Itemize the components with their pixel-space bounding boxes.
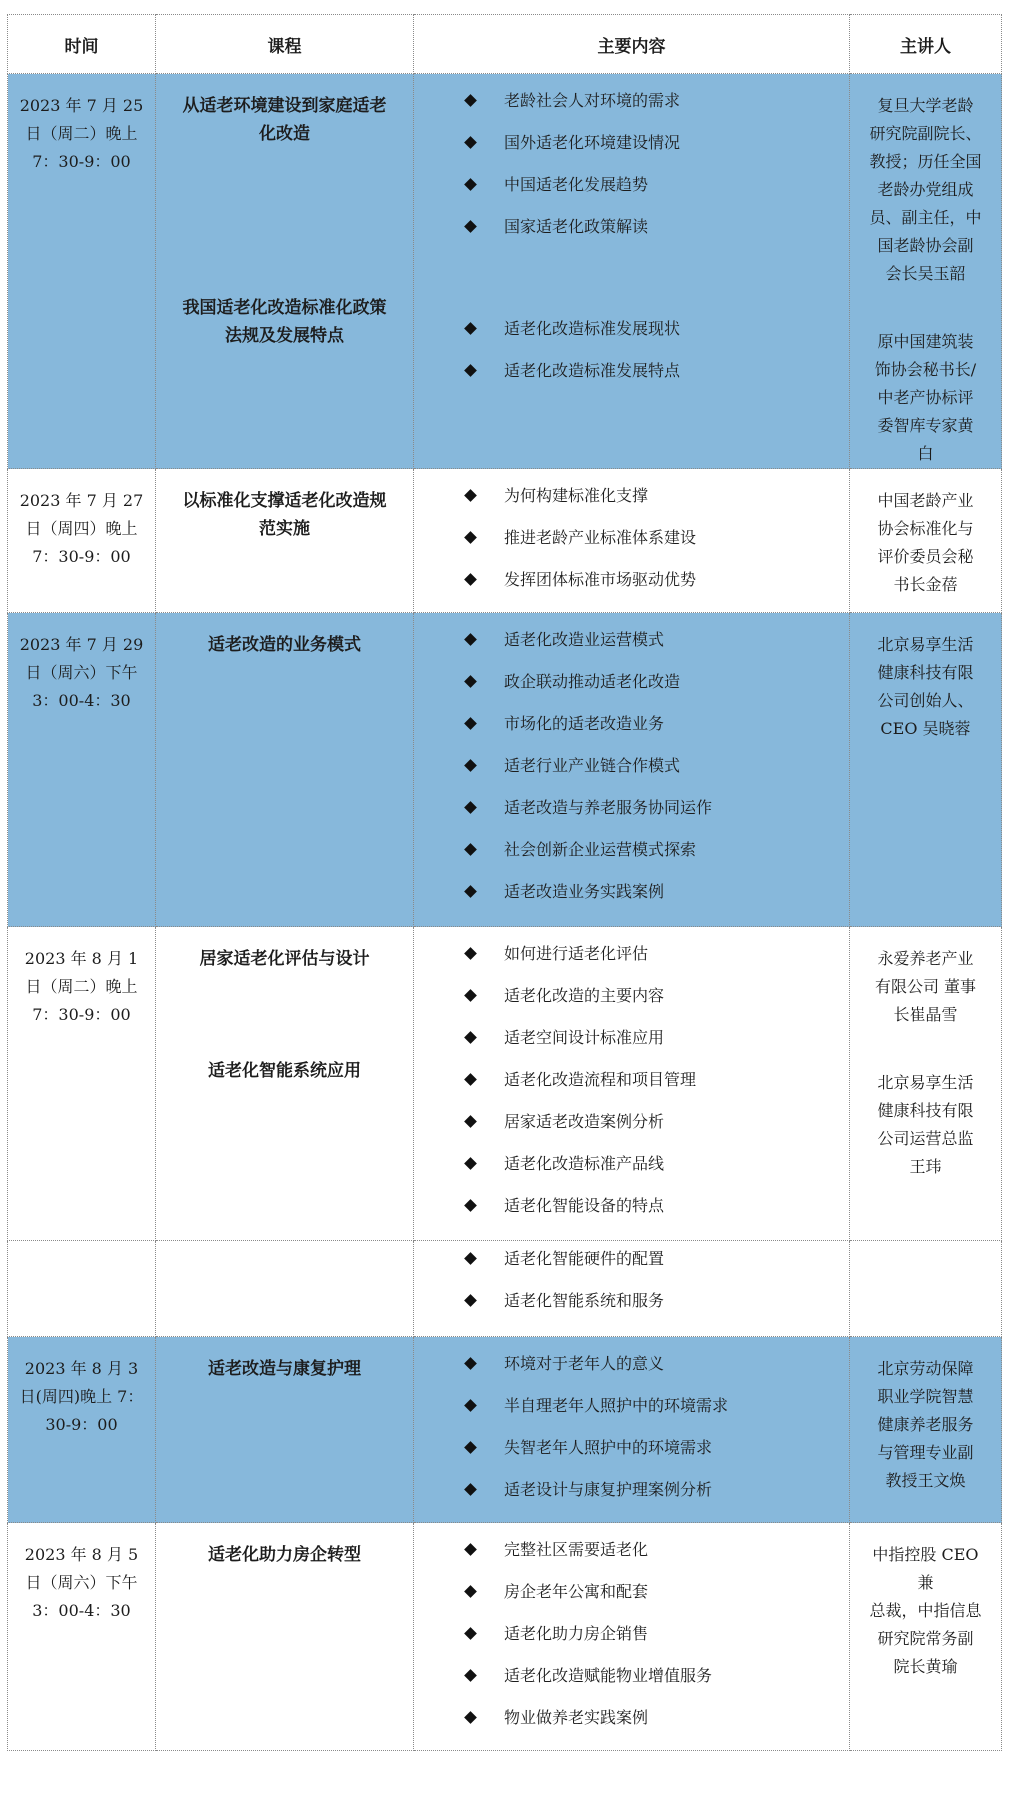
list-item: 发挥团体标准市场驱动优势 xyxy=(466,566,849,608)
time-line: 2023 年 7 月 25 xyxy=(19,96,144,115)
time-line: 日（周二）晚上 xyxy=(25,124,138,143)
content-list xyxy=(414,469,849,608)
content-list xyxy=(414,613,849,920)
diamond-bullet-icon xyxy=(464,1669,477,1682)
course-line: 从适老环境建设到家庭适老 xyxy=(182,96,387,116)
list-item: 失智老年人照护中的环境需求 xyxy=(466,1434,849,1476)
speaker-name: 永爱养老产业 有限公司 董事 长崔晶雪 xyxy=(874,949,977,1024)
list-item: 适老化智能系统和服务 xyxy=(466,1287,849,1329)
list-item: 适老化智能硬件的配置 xyxy=(466,1245,849,1287)
diamond-bullet-icon xyxy=(464,989,477,1002)
list-item: 为何构建标准化支撑 xyxy=(466,482,849,524)
speaker-cell: 北京劳动保障 职业学院智慧 健康养老服务 与管理专业副 教授王文焕 xyxy=(850,1337,1002,1523)
diamond-bullet-icon xyxy=(464,573,477,586)
table-row xyxy=(8,469,1002,613)
table-row xyxy=(8,927,1002,1241)
list-item: 社会创新企业运营模式探索 xyxy=(466,836,849,878)
list-item: 适老改造业务实践案例 xyxy=(466,878,849,920)
diamond-bullet-icon xyxy=(464,531,477,544)
list-item: 适老行业产业链合作模式 xyxy=(466,752,849,794)
content-cell xyxy=(414,1337,850,1523)
list-item: 如何进行适老化评估 xyxy=(466,940,849,982)
list-item: 适老化改造标准产品线 xyxy=(466,1150,849,1192)
header-content: 主要内容 xyxy=(414,15,850,74)
speaker-cell xyxy=(850,74,1002,469)
diamond-bullet-icon xyxy=(464,1399,477,1412)
diamond-bullet-icon xyxy=(464,1585,477,1598)
table-row xyxy=(8,613,1002,927)
list-item: 适老化改造业运营模式 xyxy=(466,626,849,668)
time-cell: 2023 年 7 月 29 日（周六）下午 3：00-4：30 xyxy=(8,613,156,927)
diamond-bullet-icon xyxy=(464,1031,477,1044)
list-item: 环境对于老年人的意义 xyxy=(466,1350,849,1392)
list-item: 物业做养老实践案例 xyxy=(466,1704,849,1746)
course-cell xyxy=(156,927,414,1241)
diamond-bullet-icon xyxy=(464,322,477,335)
list-item: 适老化助力房企销售 xyxy=(466,1620,849,1662)
list-item: 国外适老化环境建设情况 xyxy=(466,129,849,171)
content-list xyxy=(414,927,849,1234)
time-cell: 2023 年 8 月 3 日(周四)晚上 7： 30-9：00 xyxy=(8,1337,156,1523)
list-item: 适老化改造的主要内容 xyxy=(466,982,849,1024)
list-item: 中国适老化发展趋势 xyxy=(466,171,849,213)
speaker-cell: 中国老龄产业 协会标准化与 评价委员会秘 书长金蓓 xyxy=(850,469,1002,613)
speaker-cell: 中指控股 CEO 兼 总裁，中指信息 研究院常务副 院长黄瑜 xyxy=(850,1523,1002,1751)
diamond-bullet-icon xyxy=(464,1357,477,1370)
diamond-bullet-icon xyxy=(464,1483,477,1496)
diamond-bullet-icon xyxy=(464,1627,477,1640)
diamond-bullet-icon xyxy=(464,801,477,814)
diamond-bullet-icon xyxy=(464,1199,477,1212)
course-cell: 适老改造与康复护理 xyxy=(156,1337,414,1523)
course-title xyxy=(170,92,399,148)
content-cell xyxy=(414,927,850,1241)
list-item: 居家适老改造案例分析 xyxy=(466,1108,849,1150)
content-cell xyxy=(414,74,850,469)
content-list xyxy=(414,1241,849,1329)
content-cell xyxy=(414,469,850,613)
content-cell xyxy=(414,613,850,927)
time-cell: 2023 年 8 月 5 日（周六）下午 3：00-4：30 xyxy=(8,1523,156,1751)
content-list xyxy=(414,74,849,255)
diamond-bullet-icon xyxy=(464,947,477,960)
diamond-bullet-icon xyxy=(464,633,477,646)
list-item: 半自理老年人照护中的环境需求 xyxy=(466,1392,849,1434)
course-cell: 以标准化支撑适老化改造规 范实施 xyxy=(156,469,414,613)
diamond-bullet-icon xyxy=(464,885,477,898)
list-item: 适老设计与康复护理案例分析 xyxy=(466,1476,849,1518)
list-item: 老龄社会人对环境的需求 xyxy=(466,87,849,129)
list-item: 市场化的适老改造业务 xyxy=(466,710,849,752)
list-item: 完整社区需要适老化 xyxy=(466,1536,849,1578)
table-row xyxy=(8,1337,1002,1523)
course-line: 化改造 xyxy=(259,124,310,144)
diamond-bullet-icon xyxy=(464,94,477,107)
course-cell: 适老化助力房企转型 xyxy=(156,1523,414,1751)
diamond-bullet-icon xyxy=(464,364,477,377)
table-header-row xyxy=(8,15,1002,74)
course-cell xyxy=(156,74,414,469)
diamond-bullet-icon xyxy=(464,220,477,233)
list-item: 政企联动推动适老化改造 xyxy=(466,668,849,710)
speaker-cell: 北京易享生活 健康科技有限 公司创始人、 CEO 吴晓蓉 xyxy=(850,613,1002,927)
content-list xyxy=(414,1523,849,1746)
diamond-bullet-icon xyxy=(464,843,477,856)
list-item: 推进老龄产业标准体系建设 xyxy=(466,524,849,566)
header-time: 时间 xyxy=(8,15,156,74)
diamond-bullet-icon xyxy=(464,1252,477,1265)
diamond-bullet-icon xyxy=(464,1543,477,1556)
course-title: 居家适老化评估与设计 xyxy=(199,949,370,969)
content-list xyxy=(414,1337,849,1518)
time-cell: 2023 年 7 月 27 日（周四）晚上 7：30-9：00 xyxy=(8,469,156,613)
table-row xyxy=(8,1523,1002,1751)
speaker-name: 北京易享生活 健康科技有限 公司运营总监 王玮 xyxy=(877,1073,974,1176)
course-cell: 适老改造的业务模式 xyxy=(156,613,414,927)
list-item: 适老化智能设备的特点 xyxy=(466,1192,849,1234)
content-cell xyxy=(414,1523,850,1751)
diamond-bullet-icon xyxy=(464,717,477,730)
diamond-bullet-icon xyxy=(464,1441,477,1454)
list-item: 适老空间设计标准应用 xyxy=(466,1024,849,1066)
diamond-bullet-icon xyxy=(464,1073,477,1086)
table-row xyxy=(8,74,1002,469)
time-line: 7：30-9：00 xyxy=(32,152,131,171)
speaker-cell xyxy=(850,1241,1002,1337)
header-speaker: 主讲人 xyxy=(850,15,1002,74)
content-list xyxy=(414,255,849,399)
course-line: 法规及发展特点 xyxy=(225,326,344,346)
diamond-bullet-icon xyxy=(464,675,477,688)
diamond-bullet-icon xyxy=(464,1711,477,1724)
time-cell xyxy=(8,1241,156,1337)
list-item: 适老化改造赋能物业增值服务 xyxy=(466,1662,849,1704)
list-item: 适老化改造标准发展特点 xyxy=(466,357,849,399)
list-item: 国家适老化政策解读 xyxy=(466,213,849,255)
diamond-bullet-icon xyxy=(464,136,477,149)
speaker-name: 原中国建筑装 饰协会秘书长/ 中老产协标评 委智库专家黄 白 xyxy=(874,332,977,463)
diamond-bullet-icon xyxy=(464,1115,477,1128)
table-row xyxy=(8,1241,1002,1337)
course-title xyxy=(170,294,399,350)
content-cell xyxy=(414,1241,850,1337)
course-cell xyxy=(156,1241,414,1337)
diamond-bullet-icon xyxy=(464,489,477,502)
header-course: 课程 xyxy=(156,15,414,74)
list-item: 房企老年公寓和配套 xyxy=(466,1578,849,1620)
list-item: 适老化改造流程和项目管理 xyxy=(466,1066,849,1108)
course-title: 适老化智能系统应用 xyxy=(208,1061,361,1081)
time-cell: 2023 年 8 月 1 日（周二）晚上 7：30-9：00 xyxy=(8,927,156,1241)
course-line: 我国适老化改造标准化政策 xyxy=(182,298,387,318)
diamond-bullet-icon xyxy=(464,759,477,772)
list-item: 适老改造与养老服务协同运作 xyxy=(466,794,849,836)
time-cell xyxy=(8,74,156,469)
speaker-cell xyxy=(850,927,1002,1241)
course-schedule xyxy=(7,14,1001,1751)
schedule-table xyxy=(7,14,1002,1751)
speaker-name: 复旦大学老龄 研究院副院长、 教授；历任全国 老龄办党组成 员、副主任，中 国老龄协会副 会长吴玉韶 xyxy=(869,96,982,283)
list-item: 适老化改造标准发展现状 xyxy=(466,315,849,357)
diamond-bullet-icon xyxy=(464,178,477,191)
diamond-bullet-icon xyxy=(464,1294,477,1307)
diamond-bullet-icon xyxy=(464,1157,477,1170)
